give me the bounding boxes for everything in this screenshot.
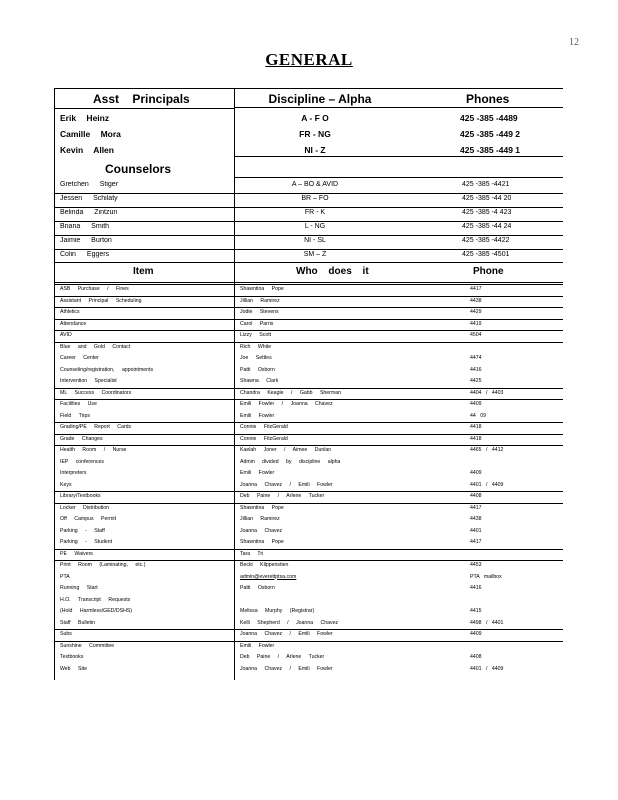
- item-header: Item: [133, 266, 154, 277]
- item-phone: 4417: [470, 539, 482, 545]
- section-top-rule: [54, 88, 563, 89]
- item-phone: 4408: [470, 493, 482, 499]
- item-phone: 4438: [470, 297, 482, 304]
- item-name: Parking - Student: [60, 539, 113, 545]
- discipline-range: NI - Z: [304, 145, 326, 155]
- item-name: Grading/PE Report Cards: [60, 424, 132, 430]
- counselor-phone: 425 -385 -4 423: [462, 209, 512, 216]
- discipline-range: A - F O: [301, 113, 329, 123]
- item-phone: 4415: [470, 608, 482, 614]
- item-who: Jillian Ramirez: [240, 516, 280, 522]
- counselor-range: FR - K: [304, 209, 326, 216]
- left-border: [54, 88, 55, 680]
- item-name: Facilities Use: [60, 401, 97, 407]
- asst-principals-header: Asst Principals: [93, 92, 190, 106]
- item-name: ML Success Coordinators: [60, 389, 132, 396]
- item-who: Shawntina Pope: [240, 286, 284, 292]
- item-who: Joe Settles: [240, 355, 272, 361]
- item-name: Field Trips: [60, 412, 90, 419]
- item-phone: 4429: [470, 309, 482, 315]
- counselor-name: Briana Smith: [60, 223, 110, 230]
- item-who: Tara Tri: [240, 550, 264, 557]
- item-phone: 4401 / 4409: [470, 481, 504, 488]
- item-who: Shawna Clark: [240, 378, 279, 384]
- item-phone: 4416: [470, 366, 482, 373]
- item-row-rule: [54, 503, 563, 504]
- item-name: Career Center: [60, 355, 99, 361]
- item-row-rule: [54, 560, 563, 561]
- document-title: GENERAL: [265, 50, 353, 69]
- item-who: Kelli Shepherd / Joanna Chavez: [240, 619, 339, 626]
- item-who: Shawntina Pope: [240, 539, 284, 545]
- item-who: Emili Fowler: [240, 412, 275, 419]
- item-name: Grade Changes: [60, 435, 103, 442]
- item-phone: 4465 / 4412: [470, 447, 504, 453]
- item-phone: 4453: [470, 562, 482, 568]
- item-who: Joanna Chavez / Emili Fowler: [240, 665, 333, 672]
- items-header-rule: [54, 282, 563, 283]
- phone-header: Phone: [473, 266, 504, 277]
- item-row-rule: [54, 422, 563, 423]
- item-who: Patti Osborn: [240, 366, 275, 373]
- item-who: Carol Parris: [240, 320, 274, 327]
- item-phone: 4409: [470, 470, 482, 476]
- item-name: ASB Purchase / Fines: [60, 286, 129, 292]
- item-who: Emili Fowler: [240, 470, 275, 476]
- asst-principal-name: Kevin Allen: [60, 145, 114, 155]
- item-name: Web Site: [60, 665, 87, 672]
- item-who: Jodie Stevens: [240, 309, 279, 315]
- item-name: Assistant Principal Scheduling: [60, 297, 142, 304]
- item-who: Rich White: [240, 343, 272, 350]
- item-who: Emili Fowler: [240, 642, 275, 649]
- items-top-rule: [54, 262, 563, 263]
- item-phone: 4438: [470, 516, 482, 522]
- counselor-name: Colin Eggers: [60, 251, 110, 258]
- asst-principal-phone: 425 -385 -449 2: [460, 129, 521, 139]
- item-row-rule: [54, 445, 563, 446]
- item-row-rule: [54, 307, 563, 308]
- counselor-range: A – BO & AVID: [291, 181, 339, 188]
- item-phone: PTA mailbox: [470, 573, 502, 580]
- counselor-row-rule: [54, 193, 563, 194]
- item-name: Blue and Gold Contact: [60, 343, 131, 350]
- asst-principal-name: Camille Mora: [60, 129, 121, 139]
- item-who: Jillian Ramirez: [240, 297, 280, 304]
- item-phone: 44 09: [470, 412, 486, 419]
- item-name: Subs: [60, 631, 72, 637]
- item-row-rule: [54, 388, 563, 389]
- phones-header: Phones: [466, 92, 510, 106]
- counselors-heading: Counselors: [105, 162, 172, 176]
- item-who: Joanna Chavez / Emili Fowler: [240, 481, 333, 488]
- counselor-name: Jessen Schilaty: [60, 195, 118, 202]
- item-who: Connie FitzGerald: [240, 424, 288, 430]
- item-name: Parking - Staff: [60, 527, 105, 534]
- item-name: PTA: [60, 573, 70, 580]
- counselor-phone: 425 -385 -44 20: [462, 195, 512, 202]
- item-name: Interpreters: [60, 470, 87, 476]
- item-phone: 4504: [470, 332, 482, 338]
- item-row-rule: [54, 491, 563, 492]
- counselor-range: BR – FO: [301, 195, 329, 202]
- item-phone: 4425: [470, 378, 482, 384]
- counselor-range: L - NG: [304, 223, 326, 230]
- counselor-name: Gretchen Stiger: [60, 181, 119, 188]
- item-row-rule: [54, 319, 563, 320]
- item-who: admin@everettptsa.com: [240, 573, 297, 580]
- item-name: Counseling/registration, appointments: [60, 366, 154, 373]
- page-number: 12: [569, 37, 579, 48]
- counselor-phone: 425 -385 -4422: [462, 237, 510, 244]
- item-name: Keys: [60, 481, 72, 488]
- item-who: Kaelah Joner / Aimee Dunlan: [240, 447, 332, 453]
- item-phone: 4409: [470, 631, 482, 637]
- item-who: Melissa Murphy (Registrar): [240, 608, 315, 614]
- item-who: Emili Fowler / Joanna Chavez: [240, 401, 333, 407]
- item-phone: 4408: [470, 654, 482, 660]
- item-name: Attendance: [60, 320, 87, 327]
- item-name: Staff Bulletin: [60, 619, 96, 626]
- item-row-rule: [54, 284, 563, 285]
- counselor-row-rule: [54, 235, 563, 236]
- item-phone: 4409: [470, 401, 482, 407]
- item-name: Print Room (Laminating, etc.): [60, 562, 146, 568]
- item-name: Textbooks: [60, 654, 84, 660]
- counselor-range: SM – Z: [303, 251, 327, 258]
- item-name: Locker Distribution: [60, 504, 109, 511]
- who-does-it-header: Who does it: [296, 266, 369, 277]
- counselor-range: NI - SL: [304, 237, 326, 244]
- discipline-alpha-header: Discipline – Alpha: [268, 92, 372, 106]
- counselor-row-rule: [54, 207, 563, 208]
- item-name: Off Campus Permit: [60, 516, 117, 522]
- item-name: Running Start: [60, 585, 98, 591]
- counselor-top-rule: [234, 177, 563, 178]
- counselor-phone: 425 -385 -4501: [462, 251, 510, 258]
- item-phone: 4498 / 4401: [470, 619, 504, 626]
- item-row-rule: [54, 629, 563, 630]
- item-name: Health Room / Nurse: [60, 447, 127, 453]
- item-phone: 4401: [470, 527, 482, 534]
- item-phone: 4417: [470, 504, 482, 511]
- item-phone: 4474: [470, 355, 482, 361]
- counselor-name: Belinda Zintzun: [60, 209, 118, 216]
- item-row-rule: [54, 296, 563, 297]
- item-phone: 4417: [470, 286, 482, 292]
- item-who: Deb Paine / Arlene Tucker: [240, 654, 325, 660]
- item-row-rule: [54, 342, 563, 343]
- counselor-row-rule: [54, 249, 563, 250]
- item-phone: 4404 / 4403: [470, 389, 504, 396]
- counselor-row-rule: [54, 221, 563, 222]
- item-who: Chandra Keagle / Gabb Sherman: [240, 389, 341, 396]
- asst-principal-name: Erik Heinz: [60, 113, 110, 123]
- counselor-phone: 425 -385 -44 24: [462, 223, 512, 230]
- item-row-rule: [54, 399, 563, 400]
- item-phone: 4418: [470, 424, 482, 430]
- asst-bottom-rule: [234, 156, 563, 157]
- item-phone: 4416: [470, 585, 482, 591]
- counselor-name: Jaimie Burton: [60, 237, 112, 244]
- item-who: Becki Klippenstien: [240, 562, 289, 568]
- item-who: Joanna Chavez: [240, 527, 283, 534]
- item-name: Library/Textbooks: [60, 493, 101, 499]
- item-name: Intervention Specialist: [60, 378, 117, 384]
- item-name: Sunshine Committee: [60, 642, 115, 649]
- item-row-rule: [54, 641, 563, 642]
- item-phone: 4418: [470, 435, 482, 442]
- asst-header-rule-left: [54, 108, 234, 109]
- item-row-rule: [54, 330, 563, 331]
- asst-principal-phone: 425 -385 -4489: [460, 113, 518, 123]
- item-name: Athletics: [60, 309, 80, 315]
- item-name: H.O. Transcript Requests: [60, 596, 131, 603]
- item-phone: 4401 / 4409: [470, 665, 504, 672]
- item-who: Deb Paine / Arlene Tucker: [240, 493, 325, 499]
- asst-header-rule-right: [234, 107, 563, 108]
- item-who: Shawntina Pope: [240, 504, 284, 511]
- item-who: Lizzy Scott: [240, 332, 272, 338]
- item-name: PE Waivers: [60, 550, 93, 557]
- item-row-rule: [54, 549, 563, 550]
- counselor-phone: 425 -385 -4421: [462, 181, 510, 188]
- item-who: Joanna Chavez / Emili Fowler: [240, 631, 333, 637]
- item-name: IEP conferences: [60, 458, 104, 465]
- asst-principal-phone: 425 -385 -449 1: [460, 145, 521, 155]
- item-name: AVID: [60, 332, 72, 338]
- item-name: (Hold Harmless/GED/DSHS): [60, 608, 133, 614]
- item-who: Patti Osborn: [240, 585, 275, 591]
- item-who: Admin divided by discipline alpha: [240, 458, 341, 465]
- item-phone: 4419: [470, 320, 482, 327]
- discipline-range: FR - NG: [299, 129, 331, 139]
- item-who: Connie FitzGerald: [240, 435, 288, 442]
- item-row-rule: [54, 434, 563, 435]
